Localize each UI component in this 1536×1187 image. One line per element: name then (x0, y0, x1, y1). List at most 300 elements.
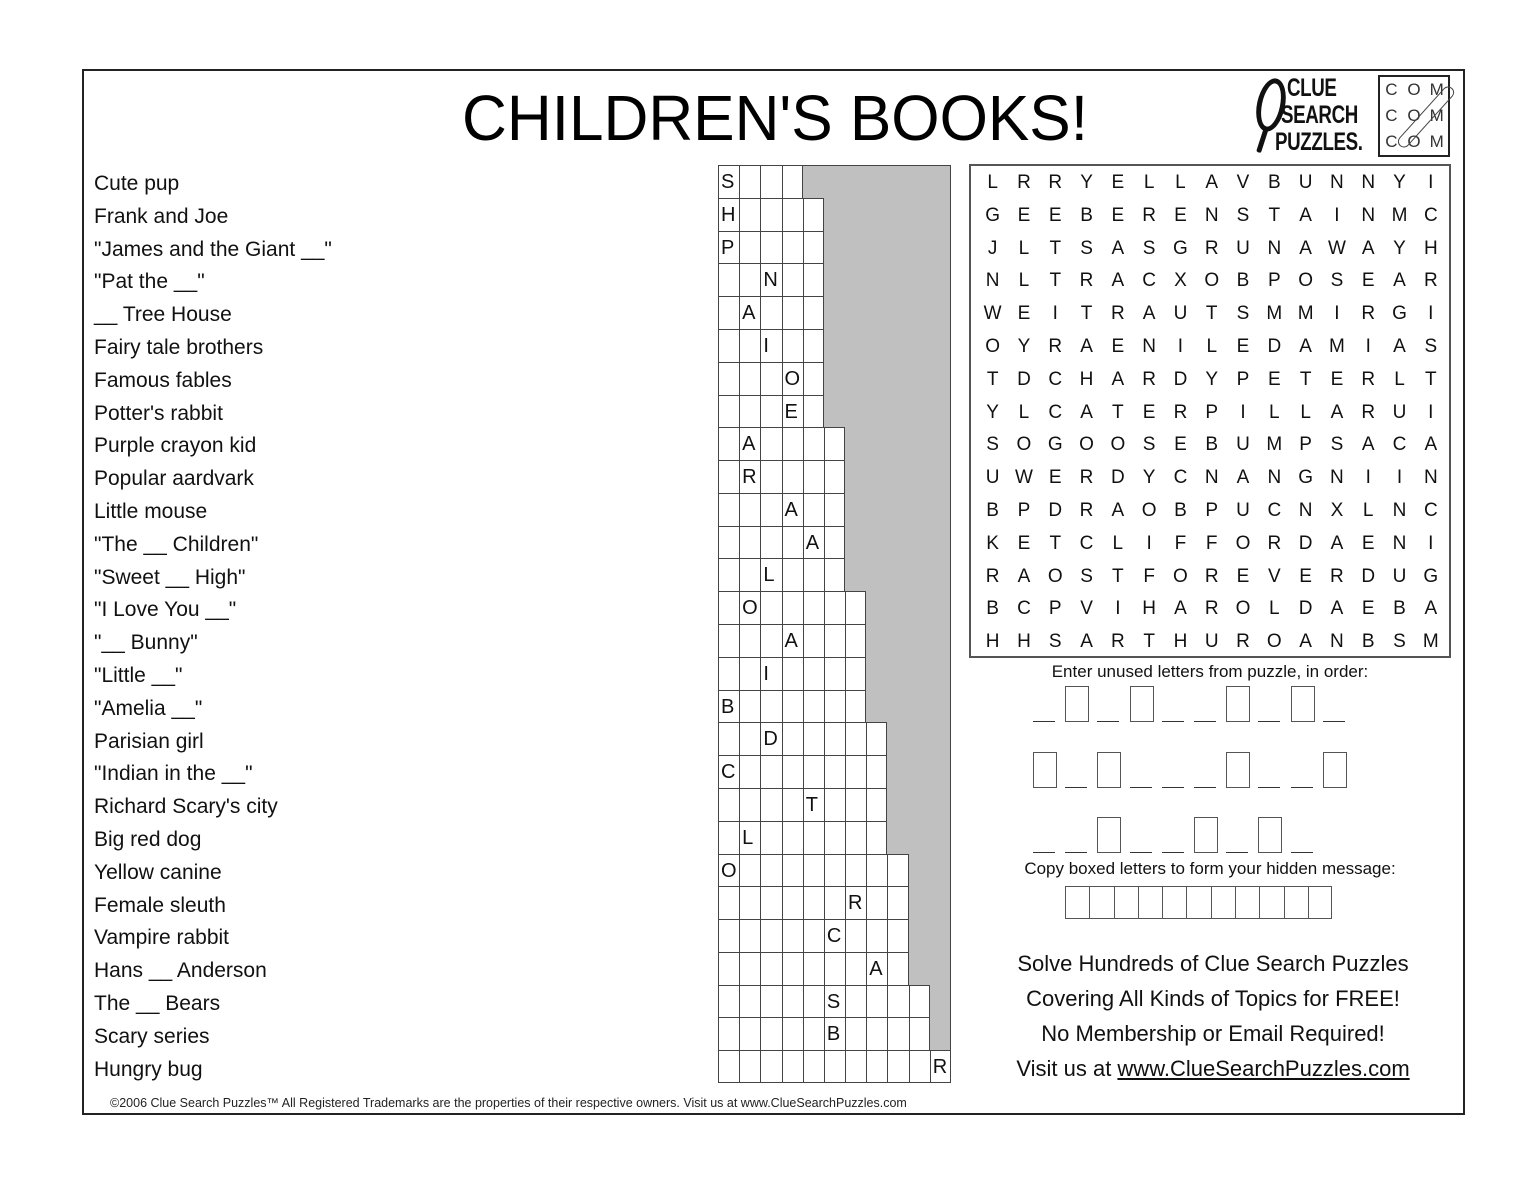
word-search-letter[interactable]: A (1299, 631, 1312, 653)
boxed-letter-slot[interactable] (1033, 752, 1057, 788)
word-search-letter[interactable]: P (1048, 598, 1062, 620)
answer-cell[interactable]: B (718, 690, 739, 723)
word-search-letter[interactable]: O (1110, 434, 1126, 456)
answer-cell[interactable] (739, 329, 760, 362)
word-search-letter[interactable]: W (1327, 237, 1346, 259)
answer-cell[interactable] (718, 919, 739, 952)
word-search-letter[interactable]: E (1142, 401, 1156, 423)
answer-cell[interactable]: L (760, 558, 781, 591)
answer-cell[interactable] (782, 558, 803, 591)
word-search-letter[interactable]: I (1365, 335, 1371, 357)
answer-cell[interactable] (803, 198, 824, 231)
answer-cell[interactable] (803, 362, 824, 395)
word-search-letter[interactable]: V (1080, 598, 1093, 620)
answer-cell[interactable] (782, 329, 803, 362)
answer-cell[interactable] (824, 952, 845, 985)
word-search-letter[interactable]: O (1235, 598, 1251, 620)
answer-cell[interactable] (824, 657, 845, 690)
answer-cell[interactable] (782, 231, 803, 264)
answer-cell[interactable] (739, 788, 760, 821)
letter-blank[interactable] (1065, 756, 1087, 788)
word-search-letter[interactable]: J (987, 237, 998, 259)
letter-blank[interactable] (1162, 690, 1184, 722)
answer-cell[interactable] (718, 1050, 739, 1083)
answer-cell[interactable] (803, 755, 824, 788)
word-search-letter[interactable]: B (1205, 434, 1219, 456)
word-search-letter[interactable]: U (985, 467, 1000, 489)
word-search-letter[interactable]: E (1017, 303, 1031, 325)
answer-cell[interactable] (739, 854, 760, 887)
word-search-letter[interactable]: T (1049, 237, 1062, 259)
word-search-letter[interactable]: O (1266, 631, 1282, 653)
hidden-message-box[interactable] (1089, 886, 1113, 919)
answer-cell[interactable] (824, 460, 845, 493)
answer-cell[interactable] (887, 1050, 908, 1083)
word-search-letter[interactable]: N (1142, 335, 1156, 357)
word-search-letter[interactable]: E (1111, 335, 1125, 357)
answer-cell[interactable] (887, 1017, 908, 1050)
word-search-letter[interactable]: C (1267, 499, 1282, 521)
word-search-letter[interactable]: U (1392, 401, 1407, 423)
answer-cell[interactable] (760, 526, 781, 559)
answer-cell[interactable] (760, 952, 781, 985)
word-search-letter[interactable]: A (1424, 598, 1438, 620)
word-search-letter[interactable]: E (1017, 532, 1031, 554)
word-search-letter[interactable]: A (1111, 270, 1125, 292)
answer-cell[interactable] (866, 1017, 887, 1050)
answer-cell[interactable] (803, 854, 824, 887)
hidden-message-box[interactable] (1308, 886, 1332, 919)
boxed-letter-slot[interactable] (1097, 752, 1121, 788)
word-search-letter[interactable]: H (985, 631, 1000, 653)
word-search-letter[interactable]: R (1048, 172, 1063, 193)
word-search-letter[interactable]: D (1048, 499, 1063, 521)
answer-cell[interactable] (739, 263, 760, 296)
answer-cell[interactable]: R (930, 1050, 951, 1083)
answer-cell[interactable] (803, 985, 824, 1018)
answer-cell[interactable]: T (803, 788, 824, 821)
answer-cell[interactable] (824, 788, 845, 821)
word-search-letter[interactable]: O (1079, 434, 1094, 456)
answer-cell[interactable] (803, 1050, 824, 1083)
word-search-letter[interactable]: I (1115, 598, 1121, 620)
answer-cell[interactable]: R (845, 886, 866, 919)
answer-cell[interactable] (718, 821, 739, 854)
word-search-letter[interactable]: Y (1393, 237, 1406, 259)
answer-cell[interactable] (718, 329, 739, 362)
answer-cell[interactable] (845, 624, 866, 657)
word-search-letter[interactable]: N (1330, 172, 1344, 193)
answer-cell[interactable] (845, 1017, 866, 1050)
answer-cell[interactable] (803, 624, 824, 657)
word-search-letter[interactable]: H (1173, 631, 1188, 653)
answer-cell[interactable] (718, 722, 739, 755)
word-search-letter[interactable]: Y (1393, 172, 1406, 193)
word-search-letter[interactable]: B (1174, 499, 1187, 521)
word-search-letter[interactable]: E (1361, 532, 1375, 554)
answer-cell[interactable] (739, 198, 760, 231)
word-search-letter[interactable]: R (1423, 270, 1438, 292)
word-search-letter[interactable]: A (1111, 499, 1125, 521)
answer-cell[interactable] (739, 231, 760, 264)
word-search-letter[interactable]: R (1204, 565, 1219, 587)
word-search-letter[interactable]: D (1298, 598, 1313, 620)
word-search-letter[interactable]: S (1048, 631, 1062, 653)
answer-cell[interactable] (845, 690, 866, 723)
word-search-letter[interactable]: Y (1080, 172, 1093, 193)
answer-cell[interactable] (824, 821, 845, 854)
answer-cell[interactable] (782, 886, 803, 919)
answer-cell[interactable]: O (739, 591, 760, 624)
word-search-letter[interactable]: R (1110, 303, 1125, 325)
letter-blank[interactable] (1194, 756, 1216, 788)
word-search-letter[interactable]: D (1110, 467, 1125, 489)
word-search-letter[interactable]: R (1236, 631, 1250, 653)
word-search-letter[interactable]: R (1361, 368, 1376, 390)
word-search-letter[interactable]: A (1299, 237, 1312, 259)
word-search-letter[interactable]: N (1330, 631, 1344, 653)
answer-cell[interactable] (718, 1017, 739, 1050)
word-search-letter[interactable]: S (1142, 237, 1156, 259)
answer-cell[interactable] (739, 395, 760, 428)
answer-cell[interactable] (887, 985, 908, 1018)
word-search-letter[interactable]: B (986, 598, 999, 620)
word-search-letter[interactable]: G (1298, 467, 1313, 489)
word-search-letter[interactable]: O (1235, 532, 1251, 554)
word-search-letter[interactable]: L (1362, 499, 1374, 521)
word-search-letter[interactable]: M (1422, 631, 1439, 653)
answer-cell[interactable] (718, 526, 739, 559)
answer-cell[interactable]: S (718, 165, 739, 198)
word-search-letter[interactable]: S (1236, 204, 1250, 226)
word-search-letter[interactable]: U (1236, 237, 1250, 259)
word-search-letter[interactable]: R (1079, 270, 1094, 292)
answer-cell[interactable] (739, 624, 760, 657)
answer-cell[interactable] (824, 526, 845, 559)
answer-cell[interactable] (782, 591, 803, 624)
answer-cell[interactable] (845, 591, 866, 624)
answer-cell[interactable] (739, 493, 760, 526)
answer-cell[interactable] (803, 952, 824, 985)
word-search-letter[interactable]: I (1334, 204, 1340, 226)
hidden-message-box[interactable] (1138, 886, 1162, 919)
word-search-letter[interactable]: R (1267, 532, 1282, 554)
word-search-letter[interactable]: R (1142, 368, 1156, 390)
word-search-letter[interactable]: B (1267, 172, 1281, 193)
word-search-letter[interactable]: U (1236, 434, 1250, 456)
answer-cell[interactable] (760, 198, 781, 231)
word-search-letter[interactable]: L (1112, 532, 1124, 554)
word-search-letter[interactable]: T (1425, 368, 1437, 390)
word-search-letter[interactable]: T (1112, 401, 1124, 423)
answer-cell[interactable] (803, 591, 824, 624)
word-search-letter[interactable]: N (1204, 204, 1219, 226)
word-search-letter[interactable]: S (1080, 565, 1093, 587)
word-search-letter[interactable]: A (1361, 237, 1375, 259)
boxed-letter-slot[interactable] (1291, 686, 1315, 722)
answer-cell[interactable] (782, 854, 803, 887)
answer-cell[interactable]: A (782, 624, 803, 657)
word-search-letter[interactable]: S (1142, 434, 1156, 456)
word-search-letter[interactable]: P (1267, 270, 1281, 292)
answer-cell[interactable] (909, 985, 930, 1018)
answer-cell[interactable] (845, 722, 866, 755)
word-search-letter[interactable]: R (1361, 401, 1376, 423)
answer-cell[interactable] (782, 985, 803, 1018)
word-search-letter[interactable]: D (1267, 335, 1282, 357)
word-search-letter[interactable]: H (1017, 631, 1031, 653)
word-search-letter[interactable]: A (1080, 335, 1093, 357)
word-search-letter[interactable]: X (1330, 499, 1344, 521)
word-search-letter[interactable]: O (1204, 270, 1220, 292)
word-search-letter[interactable]: R (1173, 401, 1188, 423)
answer-cell[interactable] (887, 886, 908, 919)
word-search-letter[interactable]: M (1266, 434, 1283, 456)
word-search-letter[interactable]: C (1048, 368, 1063, 390)
word-search-letter[interactable]: E (1236, 335, 1250, 357)
answer-cell[interactable] (782, 952, 803, 985)
word-search-letter[interactable]: E (1111, 172, 1125, 193)
word-search-letter[interactable]: C (1392, 434, 1407, 456)
word-search-letter[interactable]: R (1142, 204, 1156, 226)
word-search-letter[interactable]: I (1334, 303, 1340, 325)
answer-cell[interactable] (845, 755, 866, 788)
answer-cell[interactable] (782, 263, 803, 296)
word-search-letter[interactable]: R (1079, 499, 1094, 521)
word-search-letter[interactable]: N (1423, 467, 1438, 489)
answer-cell[interactable] (760, 165, 781, 198)
answer-cell[interactable] (803, 395, 824, 428)
word-search-letter[interactable]: B (1080, 204, 1093, 226)
word-search-letter[interactable]: E (1267, 368, 1281, 390)
word-search-letter[interactable]: G (1392, 303, 1407, 325)
answer-cell[interactable] (782, 755, 803, 788)
word-search-letter[interactable]: U (1204, 631, 1219, 653)
answer-cell[interactable] (782, 821, 803, 854)
answer-cell[interactable] (866, 854, 887, 887)
boxed-letter-slot[interactable] (1194, 817, 1218, 853)
answer-cell[interactable] (739, 362, 760, 395)
word-search-letter[interactable]: H (1423, 237, 1438, 259)
answer-cell[interactable] (782, 460, 803, 493)
word-search-letter[interactable]: A (1174, 598, 1187, 620)
letter-blank[interactable] (1162, 821, 1184, 853)
word-search-letter[interactable]: L (1018, 237, 1030, 259)
answer-cell[interactable]: R (739, 460, 760, 493)
word-search-letter[interactable]: A (1330, 401, 1344, 423)
answer-cell[interactable] (866, 886, 887, 919)
word-search-letter[interactable]: L (1269, 598, 1280, 620)
word-search-letter[interactable]: I (1428, 172, 1434, 193)
answer-cell[interactable] (760, 690, 781, 723)
answer-cell[interactable] (824, 493, 845, 526)
answer-cell[interactable] (739, 558, 760, 591)
word-search-letter[interactable]: O (1047, 565, 1063, 587)
word-search-letter[interactable]: H (1142, 598, 1156, 620)
word-search-letter[interactable]: P (1017, 499, 1031, 521)
answer-cell[interactable] (845, 985, 866, 1018)
answer-cell[interactable]: P (718, 231, 739, 264)
boxed-letter-slot[interactable] (1226, 752, 1250, 788)
word-search-letter[interactable]: A (1236, 467, 1250, 489)
word-search-letter[interactable]: I (1052, 303, 1058, 325)
word-search-letter[interactable]: T (1143, 631, 1155, 653)
letter-blank[interactable] (1258, 756, 1280, 788)
answer-cell[interactable]: C (824, 919, 845, 952)
answer-cell[interactable] (866, 985, 887, 1018)
answer-cell[interactable] (909, 1050, 930, 1083)
word-search-letter[interactable]: G (1423, 565, 1439, 587)
answer-cell[interactable] (718, 591, 739, 624)
word-search-letter[interactable]: B (986, 499, 999, 521)
answer-cell[interactable] (760, 985, 781, 1018)
answer-cell[interactable] (739, 165, 760, 198)
answer-cell[interactable] (739, 886, 760, 919)
answer-cell[interactable] (718, 296, 739, 329)
word-search-letter[interactable]: R (1330, 565, 1344, 587)
word-search-letter[interactable]: Y (1205, 368, 1219, 390)
word-search-letter[interactable]: E (1174, 204, 1187, 226)
word-search-letter[interactable]: F (1205, 532, 1218, 554)
answer-cell[interactable] (760, 788, 781, 821)
answer-cell[interactable] (887, 854, 908, 887)
word-search-letter[interactable]: T (986, 368, 999, 390)
answer-cell[interactable] (718, 657, 739, 690)
letter-blank[interactable] (1130, 756, 1152, 788)
answer-cell[interactable] (909, 1017, 930, 1050)
word-search-letter[interactable]: T (1268, 204, 1281, 226)
answer-cell[interactable] (739, 952, 760, 985)
word-search-letter[interactable]: O (1298, 270, 1313, 292)
word-search-letter[interactable]: D (1173, 368, 1188, 390)
answer-cell[interactable]: A (739, 296, 760, 329)
hidden-message-box[interactable] (1259, 886, 1283, 919)
word-search-letter[interactable]: L (987, 172, 998, 193)
answer-cell[interactable]: A (782, 493, 803, 526)
word-search-letter[interactable]: K (986, 532, 999, 554)
answer-cell[interactable] (760, 427, 781, 460)
answer-cell[interactable] (782, 919, 803, 952)
answer-cell[interactable] (845, 821, 866, 854)
answer-cell[interactable] (760, 919, 781, 952)
word-search-letter[interactable]: N (1298, 499, 1313, 521)
answer-cell[interactable] (782, 1017, 803, 1050)
word-search-letter[interactable]: D (1361, 565, 1376, 587)
answer-cell[interactable] (760, 296, 781, 329)
word-search-letter[interactable]: T (1049, 532, 1062, 554)
answer-cell[interactable] (718, 952, 739, 985)
answer-cell[interactable] (760, 821, 781, 854)
answer-cell[interactable] (824, 624, 845, 657)
answer-cell[interactable] (824, 1050, 845, 1083)
hidden-message-box[interactable] (1235, 886, 1259, 919)
word-search-letter[interactable]: B (1236, 270, 1250, 292)
word-search-letter[interactable]: T (1205, 303, 1218, 325)
word-search-letter[interactable]: R (1110, 631, 1125, 653)
answer-cell[interactable] (782, 198, 803, 231)
answer-cell[interactable]: A (739, 427, 760, 460)
hidden-message-box[interactable] (1186, 886, 1210, 919)
word-search-letter[interactable]: H (1079, 368, 1094, 390)
word-search-letter[interactable]: A (1393, 335, 1406, 357)
answer-cell[interactable] (718, 460, 739, 493)
answer-cell[interactable] (782, 690, 803, 723)
word-search-letter[interactable]: L (1269, 401, 1280, 423)
word-search-letter[interactable]: C (1017, 598, 1031, 620)
word-search-letter[interactable]: N (1330, 467, 1344, 489)
word-search-letter[interactable]: N (1361, 172, 1376, 193)
boxed-letter-slot[interactable] (1323, 752, 1347, 788)
word-search-letter[interactable]: V (1267, 565, 1281, 587)
answer-cell[interactable] (739, 1017, 760, 1050)
word-search-letter[interactable]: I (1365, 467, 1371, 489)
word-search-letter[interactable]: E (1017, 204, 1031, 226)
word-search-letter[interactable]: C (1048, 401, 1063, 423)
answer-cell[interactable] (803, 460, 824, 493)
boxed-letter-slot[interactable] (1097, 817, 1121, 853)
answer-cell[interactable] (760, 591, 781, 624)
boxed-letter-slot[interactable] (1065, 686, 1089, 722)
word-search-letter[interactable]: P (1236, 368, 1250, 390)
answer-cell[interactable]: O (718, 854, 739, 887)
answer-cell[interactable]: I (760, 329, 781, 362)
word-search-letter[interactable]: S (1236, 303, 1250, 325)
word-search-letter[interactable]: E (1048, 204, 1062, 226)
word-search-letter[interactable]: R (1204, 237, 1219, 259)
word-search-letter[interactable]: E (1361, 270, 1375, 292)
word-search-letter[interactable]: A (1111, 237, 1125, 259)
answer-cell[interactable]: L (739, 821, 760, 854)
answer-cell[interactable] (803, 919, 824, 952)
word-search-letter[interactable]: N (1361, 204, 1376, 226)
answer-cell[interactable] (803, 427, 824, 460)
letter-blank[interactable] (1291, 821, 1313, 853)
word-search-letter[interactable]: I (1240, 401, 1246, 423)
word-search-letter[interactable]: M (1391, 204, 1408, 226)
letter-blank[interactable] (1033, 690, 1055, 722)
word-search-letter[interactable]: A (1080, 401, 1093, 423)
answer-cell[interactable]: A (803, 526, 824, 559)
letter-blank[interactable] (1065, 821, 1087, 853)
word-search-letter[interactable]: O (1173, 565, 1188, 587)
answer-cell[interactable] (760, 395, 781, 428)
word-search-letter[interactable]: A (1080, 631, 1093, 653)
word-search-letter[interactable]: Y (1017, 335, 1031, 357)
word-search-letter[interactable]: N (985, 270, 1000, 292)
word-search-letter[interactable]: T (1049, 270, 1062, 292)
word-search-letter[interactable]: B (1393, 598, 1406, 620)
word-search-letter[interactable]: T (1080, 303, 1093, 325)
answer-cell[interactable]: E (782, 395, 803, 428)
answer-cell[interactable] (887, 919, 908, 952)
word-search-letter[interactable]: B (1361, 631, 1375, 653)
word-search-letter[interactable]: C (1142, 270, 1156, 292)
answer-cell[interactable] (803, 1017, 824, 1050)
word-search-letter[interactable]: Y (1142, 467, 1156, 489)
answer-cell[interactable] (760, 755, 781, 788)
word-search-letter[interactable]: R (1079, 467, 1094, 489)
word-search-letter[interactable]: M (1329, 335, 1345, 357)
answer-cell[interactable] (824, 755, 845, 788)
answer-cell[interactable]: D (760, 722, 781, 755)
word-search-letter[interactable]: O (1141, 499, 1157, 521)
hidden-message-box[interactable] (1114, 886, 1138, 919)
word-search-letter[interactable]: S (1080, 237, 1093, 259)
word-search-letter[interactable]: W (983, 303, 1002, 325)
letter-blank[interactable] (1162, 756, 1184, 788)
word-search-letter[interactable]: S (986, 434, 999, 456)
answer-cell[interactable] (803, 558, 824, 591)
